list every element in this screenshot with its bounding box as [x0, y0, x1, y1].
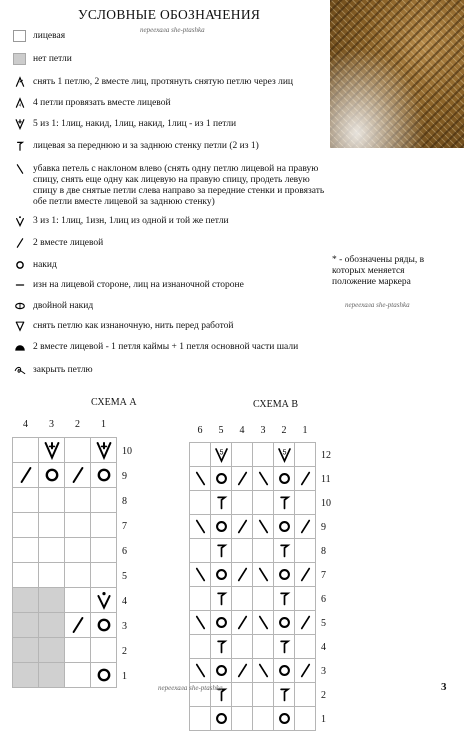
stitch-empty: [65, 662, 91, 687]
chart-row: [190, 586, 342, 610]
stitch-empty: [253, 682, 274, 706]
stitch-five-from-one: [39, 437, 65, 462]
stitch-empty: [232, 490, 253, 514]
stitch-none: [39, 587, 65, 612]
stitch-five-from-one-5: [274, 442, 295, 466]
chart-row: [13, 562, 148, 587]
legend-text: 2 вместе лицевой - 1 петля каймы + 1 петля основной части шали: [33, 342, 299, 352]
five-from-one-icon: [13, 118, 26, 130]
four-together-icon: [13, 97, 26, 109]
row-number: 3: [321, 666, 326, 677]
stitch-k2tog: [295, 610, 316, 634]
stitch-ssk: [253, 562, 274, 586]
stitch-k2tog: [232, 658, 253, 682]
chart-row: [190, 634, 342, 658]
stitch-empty: [253, 490, 274, 514]
legend-text: лицевая: [33, 31, 66, 41]
legend-text: 5 из 1: 1лиц, накид, 1лиц, накид, 1лиц - из 1 петли: [33, 119, 237, 129]
stitch-empty: [232, 538, 253, 562]
stitch-ssk: [253, 658, 274, 682]
stitch-empty: [232, 634, 253, 658]
stitch-empty: [91, 637, 117, 662]
stitch-empty: [39, 537, 65, 562]
row-number: 5: [122, 570, 127, 582]
chart-row: [190, 706, 342, 730]
stitch-yo: [274, 610, 295, 634]
stitch-front-back: [274, 682, 295, 706]
stitch-empty: [295, 634, 316, 658]
stitch-k2tog: [232, 610, 253, 634]
stitch-k2tog: [232, 466, 253, 490]
chart-row: [13, 512, 148, 537]
stitch-empty: [39, 562, 65, 587]
stitch-yo: [274, 562, 295, 586]
stitch-empty: [295, 442, 316, 466]
row-number: 11: [321, 474, 331, 485]
stitch-ssk: [190, 466, 211, 490]
row-number: 6: [321, 594, 326, 605]
stitch-yo: [39, 462, 65, 487]
stitch-k2tog: [295, 514, 316, 538]
chart-row: [13, 662, 148, 687]
stitch-yo: [274, 466, 295, 490]
row-number: 10: [122, 445, 132, 457]
legend-text: накид: [33, 260, 57, 270]
column-number: 2: [75, 419, 80, 431]
legend-text: 3 из 1: 1лиц, 1изн, 1лиц из одной и той же петли: [33, 216, 229, 226]
stitch-empty: [13, 562, 39, 587]
stitch-yo: [211, 514, 232, 538]
row-number: 5: [321, 618, 326, 629]
stitch-yo: [274, 514, 295, 538]
front-back-icon: [13, 140, 26, 152]
stitch-empty: [39, 487, 65, 512]
stitch-empty: [65, 562, 91, 587]
stitch-none: [39, 612, 65, 637]
chart-row: [13, 462, 148, 487]
row-number: 3: [122, 620, 127, 632]
page-title: УСЛОВНЫЕ ОБОЗНАЧЕНИЯ: [78, 7, 261, 22]
stitch-empty: [65, 437, 91, 462]
column-number: 1: [101, 419, 106, 431]
stitch-none: [13, 637, 39, 662]
row-number: 2: [122, 645, 127, 657]
row-number: 9: [122, 470, 127, 482]
row-number: 8: [122, 495, 127, 507]
stitch-k2tog: [232, 562, 253, 586]
stitch-yo: [91, 612, 117, 637]
row-number: 1: [122, 670, 127, 682]
stitch-empty: [91, 487, 117, 512]
row-number: 1: [321, 714, 326, 725]
stitch-empty: [295, 490, 316, 514]
stitch-empty: [13, 437, 39, 462]
chart-row: [190, 466, 342, 490]
stitch-empty: [253, 442, 274, 466]
stitch-empty: [65, 637, 91, 662]
stitch-empty: [39, 512, 65, 537]
watermark: переехала she-ptashka: [140, 26, 205, 34]
three-from-one-icon: [13, 215, 26, 227]
skp-icon: [13, 76, 26, 88]
row-number: 7: [321, 570, 326, 581]
svg-text:5: 5: [219, 448, 223, 456]
chart-row: [190, 610, 342, 634]
stitch-empty: [295, 706, 316, 730]
stitch-k2tog: [295, 562, 316, 586]
stitch-front-back: [274, 538, 295, 562]
stitch-empty: [190, 442, 211, 466]
stitch-none: [13, 587, 39, 612]
stitch-empty: [232, 682, 253, 706]
stitch-ssk: [190, 610, 211, 634]
legend-text: закрыть петлю: [33, 365, 93, 375]
stitch-empty: [13, 537, 39, 562]
stitch-empty: [190, 586, 211, 610]
chart-grid: [12, 413, 148, 688]
empty-icon: [13, 30, 26, 42]
yarn-over-icon: [13, 259, 26, 271]
legend-text: 4 петли провязать вместе лицевой: [33, 98, 171, 108]
k2tog-icon: [13, 237, 26, 249]
stitch-empty: [190, 706, 211, 730]
row-number: 6: [122, 545, 127, 557]
chart-row: [190, 442, 342, 466]
stitch-empty: [65, 487, 91, 512]
watermark-bottom: переехала she-ptashka: [158, 684, 223, 692]
stitch-yo: [211, 466, 232, 490]
stitch-empty: [65, 537, 91, 562]
stitch-yo: [211, 658, 232, 682]
double-yo-icon: [13, 300, 26, 312]
chart-row: [13, 587, 148, 612]
chart-row: [13, 537, 148, 562]
stitch-empty: [295, 538, 316, 562]
stitch-empty: [91, 537, 117, 562]
stitch-k2tog: [295, 466, 316, 490]
legend-text: убавка петель с наклоном влево (снять одну петлю лицевой на правую спицу, снять еще одну как лицевую на правую спицу, продеть левую спицу в две снятые петли слева направо за передние стенки и провязать обе петли вместе лицевой за заднюю стенку): [33, 164, 325, 207]
row-number: 4: [122, 595, 127, 607]
stitch-five-from-one: [91, 437, 117, 462]
stitch-front-back: [211, 490, 232, 514]
row-number: 4: [321, 642, 326, 653]
stitch-ssk: [190, 658, 211, 682]
row-number: 12: [321, 450, 331, 461]
chart-row: [190, 658, 342, 682]
stitch-front-back: [211, 586, 232, 610]
slip-purlwise-icon: [13, 320, 26, 332]
stitch-empty: [232, 586, 253, 610]
column-number: 4: [23, 419, 28, 431]
column-number: 2: [281, 424, 287, 436]
watermark-mid: переехала she-ptashka: [345, 301, 410, 309]
stitch-front-back: [211, 538, 232, 562]
stitch-yo: [211, 610, 232, 634]
column-number: 4: [239, 424, 245, 436]
column-number: 1: [302, 424, 308, 436]
marker-note: * - обозначены ряды, в которых меняется положение маркера: [332, 255, 425, 287]
chart-row: [190, 490, 342, 514]
row-number: 9: [321, 522, 326, 533]
stitch-front-back: [274, 586, 295, 610]
stitch-none: [39, 637, 65, 662]
stitch-empty: [13, 487, 39, 512]
purl-icon: [13, 279, 26, 291]
stitch-empty: [253, 706, 274, 730]
row-number: 2: [321, 690, 326, 701]
stitch-empty: [253, 538, 274, 562]
svg-text:5: 5: [282, 448, 286, 456]
stitch-empty: [65, 587, 91, 612]
stitch-front-back: [274, 490, 295, 514]
stitch-k2tog: [295, 658, 316, 682]
stitch-empty: [232, 706, 253, 730]
chart-row: [190, 514, 342, 538]
legend-text: снять петлю как изнаночную, нить перед работой: [33, 321, 234, 331]
column-number: 3: [260, 424, 266, 436]
row-number: 8: [321, 546, 326, 557]
chart-row: [13, 637, 148, 662]
stitch-empty: [253, 586, 274, 610]
stitch-empty: [190, 634, 211, 658]
page-number: 3: [441, 681, 447, 693]
row-number: 10: [321, 498, 331, 509]
stitch-ssk: [190, 514, 211, 538]
chart-b-title: СХЕМА В: [253, 399, 299, 410]
stitch-empty: [232, 442, 253, 466]
stitch-five-from-one-5: [211, 442, 232, 466]
column-number: 6: [197, 424, 203, 436]
row-number: 7: [122, 520, 127, 532]
stitch-k2tog: [232, 514, 253, 538]
shawl-photo-highlight: [330, 0, 464, 148]
stitch-k2tog: [13, 462, 39, 487]
stitch-empty: [253, 634, 274, 658]
stitch-ssk: [253, 514, 274, 538]
bind-off-icon: [13, 364, 26, 376]
stitch-none: [39, 662, 65, 687]
stitch-k2tog: [65, 612, 91, 637]
stitch-front-back: [211, 634, 232, 658]
chart-row: [13, 487, 148, 512]
chart-row: [190, 538, 342, 562]
chart-a-title: СХЕМА А: [91, 397, 137, 408]
stitch-empty: [190, 490, 211, 514]
ssk-icon: [13, 163, 26, 175]
stitch-empty: [190, 538, 211, 562]
stitch-k2tog: [65, 462, 91, 487]
legend-text: 2 вместе лицевой: [33, 238, 104, 248]
stitch-front-back: [274, 634, 295, 658]
svg-text:4: 4: [18, 103, 21, 109]
gray-square-icon: [13, 53, 26, 65]
stitch-yo: [274, 706, 295, 730]
stitch-none: [13, 612, 39, 637]
stitch-none: [13, 662, 39, 687]
stitch-yo: [91, 662, 117, 687]
stitch-empty: [65, 512, 91, 537]
legend-text: лицевая за переднюю и за заднюю стенку петли (2 из 1): [33, 141, 259, 151]
legend-text: двойной накид: [33, 301, 94, 311]
stitch-empty: [295, 682, 316, 706]
legend-text: снять 1 петлю, 2 вместе лиц, протянуть снятую петлю через лиц: [33, 77, 293, 87]
chart-row: [13, 612, 148, 637]
chart-row: [13, 437, 148, 462]
stitch-ssk: [253, 610, 274, 634]
stitch-empty: [295, 586, 316, 610]
edge-together-icon: [13, 341, 26, 353]
chart-row: [190, 562, 342, 586]
stitch-yo: [274, 658, 295, 682]
column-number: 3: [49, 419, 54, 431]
legend-text: изн на лицевой стороне, лиц на изнаночной стороне: [33, 280, 244, 290]
stitch-empty: [13, 512, 39, 537]
stitch-ssk: [253, 466, 274, 490]
legend-text: нет петли: [33, 54, 72, 64]
chart-a: [12, 413, 148, 688]
stitch-empty: [91, 562, 117, 587]
column-number: 5: [218, 424, 224, 436]
stitch-empty: [91, 512, 117, 537]
stitch-yo: [91, 462, 117, 487]
stitch-ssk: [190, 562, 211, 586]
stitch-yo: [211, 562, 232, 586]
stitch-three-from-one: [91, 587, 117, 612]
stitch-yo: [211, 706, 232, 730]
